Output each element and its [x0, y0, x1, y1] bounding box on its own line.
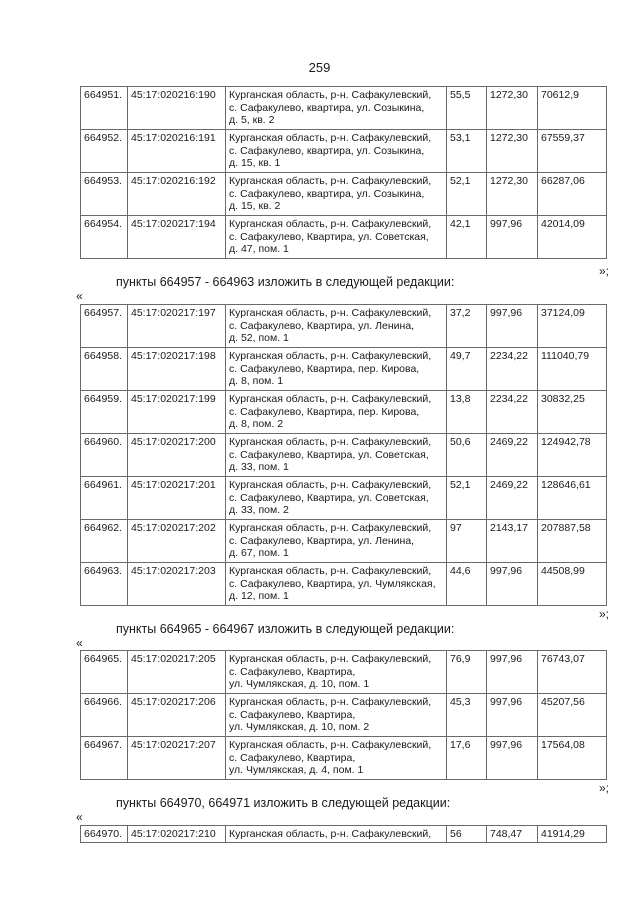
total-value-cell: 66287,06	[538, 173, 607, 216]
row-number-cell: 664965.	[81, 651, 128, 694]
total-value-cell: 128646,61	[538, 477, 607, 520]
unit-price-cell: 997,96	[487, 694, 538, 737]
total-value-cell: 45207,56	[538, 694, 607, 737]
quote-open: «	[76, 636, 83, 650]
address-line: Курганская область, р-н. Сафакулевский,	[229, 175, 432, 187]
area-cell: 13,8	[447, 391, 487, 434]
unit-price-cell: 997,96	[487, 563, 538, 606]
address-line: с. Сафакулево, Квартира, ул. Чумлякская,	[229, 577, 436, 590]
cadastral-number-cell: 45:17:020216:192	[128, 173, 226, 216]
address-cell	[226, 173, 447, 216]
area-cell: 49,7	[447, 348, 487, 391]
address-line: с. Сафакулево, квартира, ул. Созыкина,	[229, 101, 425, 114]
area-cell: 76,9	[447, 651, 487, 694]
section-instruction: пункты 664957 - 664963 изложить в следующей редакции:	[116, 275, 455, 289]
cadastral-number-cell: 45:17:020217:205	[128, 651, 226, 694]
row-number-cell: 664960.	[81, 434, 128, 477]
section-instruction: пункты 664965 - 664967 изложить в следующей редакции:	[116, 622, 455, 636]
address-cell	[226, 651, 447, 694]
address-line: с. Сафакулево, Квартира,	[229, 751, 356, 764]
table-row	[81, 520, 607, 563]
address-line: д. 8, пом. 1	[229, 375, 284, 387]
address-line: Курганская область, р-н. Сафакулевский,	[229, 436, 432, 448]
address-line: с. Сафакулево, квартира, ул. Созыкина,	[229, 144, 425, 157]
address-line: Курганская область, р-н. Сафакулевский,	[229, 696, 432, 708]
cadastral-number-cell: 45:17:020217:203	[128, 563, 226, 606]
address-line: Курганская область, р-н. Сафакулевский,	[229, 218, 432, 230]
quote-close: »;	[598, 264, 609, 278]
address-line: Курганская область, р-н. Сафакулевский,	[229, 739, 432, 751]
area-cell: 52,1	[447, 173, 487, 216]
address-line: с. Сафакулево, Квартира, ул. Советская,	[229, 230, 429, 243]
address-line: с. Сафакулево, Квартира, пер. Кирова,	[229, 405, 420, 418]
table-row	[81, 694, 607, 737]
address-line: ул. Чумлякская, д. 10, пом. 2	[229, 721, 370, 733]
address-cell	[226, 130, 447, 173]
table-row	[81, 348, 607, 391]
unit-price-cell: 2234,22	[487, 391, 538, 434]
row-number-cell: 664962.	[81, 520, 128, 563]
unit-price-cell: 997,96	[487, 651, 538, 694]
table-section-4	[80, 825, 607, 843]
cadastral-number-cell: 45:17:020217:207	[128, 737, 226, 780]
table-row	[81, 826, 607, 843]
address-line: с. Сафакулево, Квартира, ул. Советская,	[229, 491, 429, 504]
address-line: д. 33, пом. 2	[229, 504, 289, 516]
row-number-cell: 664958.	[81, 348, 128, 391]
total-value-cell: 30832,25	[538, 391, 607, 434]
address-line: Курганская область, р-н. Сафакулевский,	[229, 565, 432, 577]
unit-price-cell: 1272,30	[487, 87, 538, 130]
table-row	[81, 737, 607, 780]
total-value-cell: 41914,29	[538, 826, 607, 843]
cadastral-number-cell: 45:17:020217:200	[128, 434, 226, 477]
cadastral-number-cell: 45:17:020217:206	[128, 694, 226, 737]
table-row	[81, 391, 607, 434]
address-line: Курганская область, р-н. Сафакулевский,	[229, 350, 432, 362]
area-cell: 52,1	[447, 477, 487, 520]
address-line: Курганская область, р-н. Сафакулевский,	[229, 653, 432, 665]
address-cell	[226, 563, 447, 606]
table-row	[81, 477, 607, 520]
address-cell	[226, 348, 447, 391]
row-number-cell: 664963.	[81, 563, 128, 606]
address-line: д. 67, пом. 1	[229, 547, 289, 559]
unit-price-cell: 1272,30	[487, 130, 538, 173]
address-line: с. Сафакулево, Квартира, ул. Ленина,	[229, 319, 415, 332]
unit-price-cell: 748,47	[487, 826, 538, 843]
address-line: с. Сафакулево, квартира, ул. Созыкина,	[229, 187, 425, 200]
unit-price-cell: 1272,30	[487, 173, 538, 216]
cadastral-number-cell: 45:17:020216:190	[128, 87, 226, 130]
row-number-cell: 664957.	[81, 305, 128, 348]
address-line: д. 52, пом. 1	[229, 332, 289, 344]
area-cell: 42,1	[447, 216, 487, 259]
row-number-cell: 664959.	[81, 391, 128, 434]
unit-price-cell: 2143,17	[487, 520, 538, 563]
area-cell: 50,6	[447, 434, 487, 477]
address-line: с. Сафакулево, Квартира, ул. Ленина,	[229, 534, 415, 547]
cadastral-number-cell: 45:17:020217:201	[128, 477, 226, 520]
quote-close: »;	[598, 781, 609, 795]
unit-price-cell: 2234,22	[487, 348, 538, 391]
total-value-cell: 37124,09	[538, 305, 607, 348]
address-line: Курганская область, р-н. Сафакулевский,	[229, 828, 432, 840]
address-line: ул. Чумлякская, д. 10, пом. 1	[229, 678, 370, 690]
address-line: д. 15, кв. 2	[229, 200, 281, 212]
address-line: д. 8, пом. 2	[229, 418, 284, 430]
area-cell: 45,3	[447, 694, 487, 737]
address-cell	[226, 305, 447, 348]
cadastral-number-cell: 45:17:020217:199	[128, 391, 226, 434]
address-cell	[226, 694, 447, 737]
address-cell	[226, 520, 447, 563]
cadastral-number-cell: 45:17:020217:194	[128, 216, 226, 259]
cadastral-number-cell: 45:17:020217:198	[128, 348, 226, 391]
area-cell: 53,1	[447, 130, 487, 173]
total-value-cell: 17564,08	[538, 737, 607, 780]
address-line: с. Сафакулево, Квартира,	[229, 665, 356, 678]
cadastral-number-cell: 45:17:020217:210	[128, 826, 226, 843]
address-cell	[226, 216, 447, 259]
table-section-3	[80, 650, 607, 780]
cadastral-number-cell: 45:17:020217:202	[128, 520, 226, 563]
quote-open: «	[76, 289, 83, 303]
row-number-cell: 664952.	[81, 130, 128, 173]
cadastral-number-cell: 45:17:020217:197	[128, 305, 226, 348]
total-value-cell: 76743,07	[538, 651, 607, 694]
address-line: Курганская область, р-н. Сафакулевский,	[229, 89, 432, 101]
address-line: Курганская область, р-н. Сафакулевский,	[229, 522, 432, 534]
address-cell	[226, 434, 447, 477]
table-section-2	[80, 304, 607, 606]
area-cell: 56	[447, 826, 487, 843]
total-value-cell: 44508,99	[538, 563, 607, 606]
table-row	[81, 651, 607, 694]
table-row	[81, 216, 607, 259]
area-cell: 44,6	[447, 563, 487, 606]
address-line: с. Сафакулево, Квартира, пер. Кирова,	[229, 362, 420, 375]
address-line: д. 15, кв. 1	[229, 157, 281, 169]
unit-price-cell: 997,96	[487, 305, 538, 348]
page-number: 259	[308, 60, 331, 75]
total-value-cell: 111040,79	[538, 348, 607, 391]
total-value-cell: 42014,09	[538, 216, 607, 259]
table-row	[81, 173, 607, 216]
address-cell	[226, 87, 447, 130]
area-cell: 55,5	[447, 87, 487, 130]
table-row	[81, 563, 607, 606]
address-cell	[226, 477, 447, 520]
address-line: д. 12, пом. 1	[229, 590, 289, 602]
table-row	[81, 130, 607, 173]
address-cell	[226, 826, 447, 843]
address-cell	[226, 737, 447, 780]
address-cell	[226, 391, 447, 434]
address-line: д. 33, пом. 1	[229, 461, 289, 473]
address-line: Курганская область, р-н. Сафакулевский,	[229, 393, 432, 405]
row-number-cell: 664954.	[81, 216, 128, 259]
row-number-cell: 664966.	[81, 694, 128, 737]
row-number-cell: 664967.	[81, 737, 128, 780]
quote-open: «	[76, 810, 83, 824]
quote-close: »;	[598, 607, 609, 621]
table-row	[81, 87, 607, 130]
unit-price-cell: 2469,22	[487, 477, 538, 520]
area-cell: 17,6	[447, 737, 487, 780]
section-instruction: пункты 664970, 664971 изложить в следующей редакции:	[116, 796, 451, 810]
total-value-cell: 70612,9	[538, 87, 607, 130]
area-cell: 97	[447, 520, 487, 563]
total-value-cell: 67559,37	[538, 130, 607, 173]
table-row	[81, 305, 607, 348]
total-value-cell: 124942,78	[538, 434, 607, 477]
row-number-cell: 664961.	[81, 477, 128, 520]
table-row	[81, 434, 607, 477]
address-line: Курганская область, р-н. Сафакулевский,	[229, 132, 432, 144]
area-cell: 37,2	[447, 305, 487, 348]
unit-price-cell: 997,96	[487, 216, 538, 259]
address-line: д. 5, кв. 2	[229, 114, 275, 126]
address-line: с. Сафакулево, Квартира, ул. Советская,	[229, 448, 429, 461]
unit-price-cell: 997,96	[487, 737, 538, 780]
address-line: с. Сафакулево, Квартира,	[229, 708, 356, 721]
address-line: Курганская область, р-н. Сафакулевский,	[229, 307, 432, 319]
address-line: д. 47, пом. 1	[229, 243, 289, 255]
row-number-cell: 664970.	[81, 826, 128, 843]
row-number-cell: 664953.	[81, 173, 128, 216]
row-number-cell: 664951.	[81, 87, 128, 130]
unit-price-cell: 2469,22	[487, 434, 538, 477]
table-section-1	[80, 86, 607, 259]
cadastral-number-cell: 45:17:020216:191	[128, 130, 226, 173]
total-value-cell: 207887,58	[538, 520, 607, 563]
address-line: ул. Чумлякская, д. 4, пом. 1	[229, 764, 364, 776]
address-line: Курганская область, р-н. Сафакулевский,	[229, 479, 432, 491]
